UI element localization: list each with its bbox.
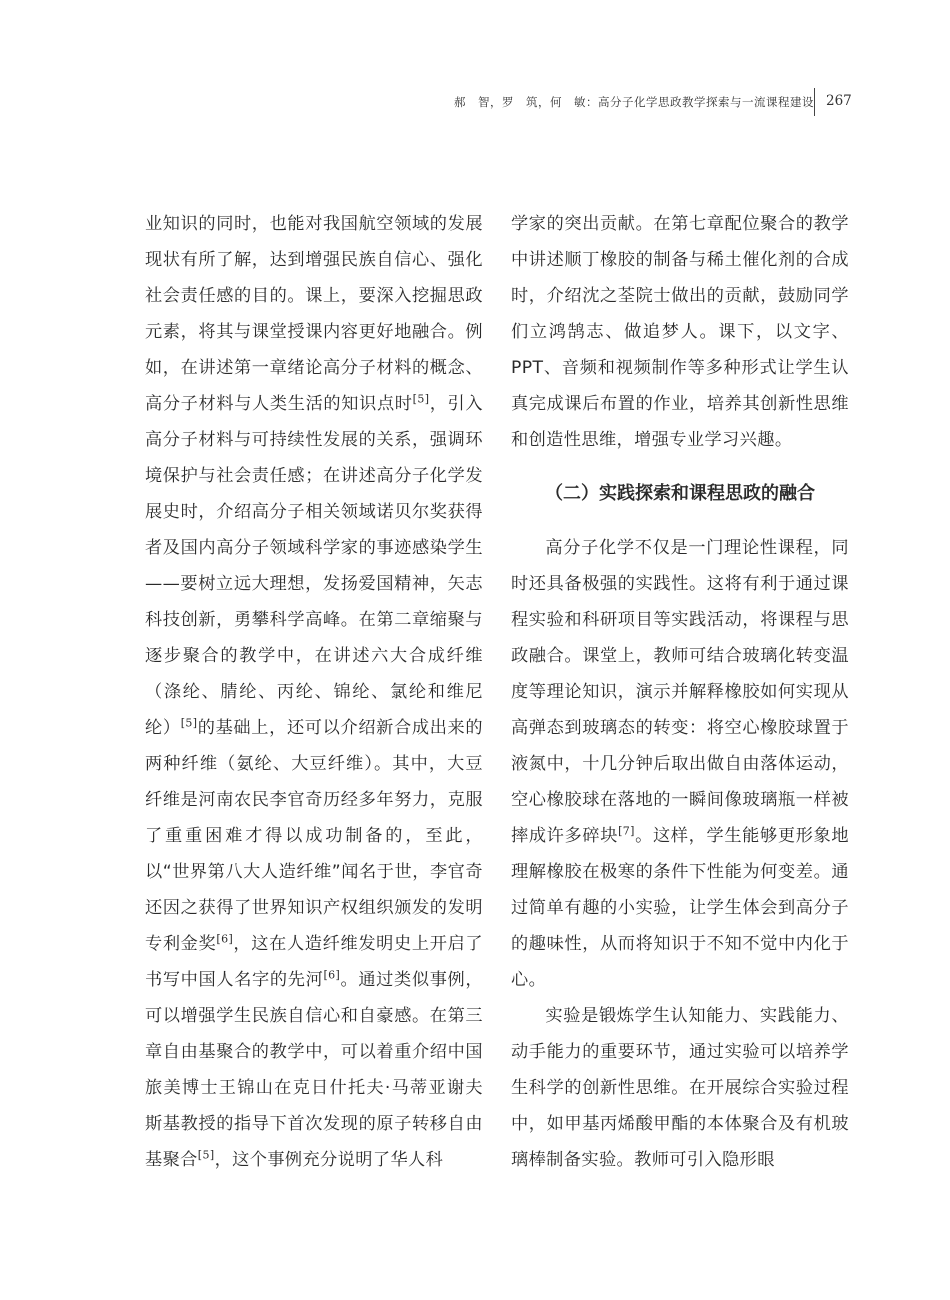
running-title: 郝 智，罗 筑，何 敏：高分子化学思政教学探索与一流课程建设 [454, 95, 814, 109]
citation: [5] [197, 1148, 215, 1162]
page-number: 267 [826, 93, 852, 109]
body-paragraph [511, 530, 849, 998]
citation: [7] [618, 824, 635, 838]
text-run: 高分子化学不仅是一门理论性课程，同时还具备极强的实践性。这将有利于通过课程实验和科研项目等实践活动，将课程与思政融合。课堂上，教师可结合玻璃化转变温度等理论知识，演示并解释橡胶如何实现从高弹态到玻璃态的转变：将空心橡胶球置于液氮中，十几分钟后取出做自由落体运动，空心橡胶球在落地的一瞬间像玻璃瓶一样被摔成许多碎块 [511, 538, 849, 846]
text-run: 。通过类似事例，可以增强学生民族自信心和自豪感。在第三章自由基聚合的教学中，可以着重介绍中国旅美博士王锦山在克日什托夫·马蒂亚谢夫斯基教授的指导下首次发现的原子转移自由基聚合 [145, 970, 483, 1170]
citation: [6] [323, 968, 341, 982]
body-paragraph: 学家的突出贡献。在第七章配位聚合的教学中讲述顺丁橡胶的制备与稀土催化剂的合成时，介绍沈之荃院士做出的贡献，鼓励同学们立鸿鹄志、做追梦人。课下，以文字、PPT、音频和视频制作等多种形式让学生认真完成课后布置的作业，培养其创新性思维和创造性思维，增强专业学习兴趣。 [511, 214, 849, 450]
left-column [145, 206, 483, 1178]
text-run: 业知识的同时，也能对我国航空领域的发展现状有所了解，达到增强民族自信心、强化社会责任感的目的。课上，要深入挖掘思政元素，将其与课堂授课内容更好地融合。例如，在讲述第一章绪论高分子材料的概念、高分子材料与人类生活的知识点时 [145, 214, 483, 414]
text-run: ，这在人造纤维发明史上开启了书写中国人名字的先河 [145, 934, 483, 990]
section-heading: （二）实践探索和课程思政的融合 [545, 483, 815, 504]
citation: [5] [412, 392, 430, 406]
text-run: 。这样，学生能够更形象地理解橡胶在极寒的条件下性能为何变差。通过简单有趣的小实验，让学生体会到高分子的趣味性，从而将知识于不知不觉中内化于心。 [511, 826, 849, 990]
text-run: ，引入高分子材料与可持续性发展的关系，强调环境保护与社会责任感；在讲述高分子化学发展史时，介绍高分子相关领域诺贝尔奖获得者及国内高分子领域科学家的事迹感染学生——要树立远大理想，发扬爱国精神，矢志科技创新，勇攀科学高峰。在第二章缩聚与逐步聚合的教学中，在讲述六大合成纤维（涤纶、腈纶、丙纶、锦纶、氯纶和维尼纶） [145, 394, 483, 738]
citation: [5] [180, 716, 198, 730]
body-paragraph [145, 206, 483, 1178]
body-paragraph: 实验是锻炼学生认知能力、实践能力、动手能力的重要环节，通过实验可以培养学生科学的创新性思维。在开展综合实验过程中，如甲基丙烯酸甲酯的本体聚合及有机玻璃棒制备实验。教师可引入隐形眼 [511, 1006, 849, 1170]
text-run: ，这个事例充分说明了华人科 [214, 1150, 444, 1170]
right-column [511, 206, 849, 1178]
citation: [6] [216, 932, 234, 946]
header-divider [814, 88, 815, 116]
text-run: 的基础上，还可以介绍新合成出来的两种纤维（氨纶、大豆纤维）。其中，大豆纤维是河南农民李官奇历经多年努力，克服了重重困难才得以成功制备的，至此，以“世界第八大人造纤维”闻名于世，李官奇还因之获得了世界知识产权组织颁发的发明专利金奖 [145, 718, 483, 954]
running-header [0, 88, 950, 116]
